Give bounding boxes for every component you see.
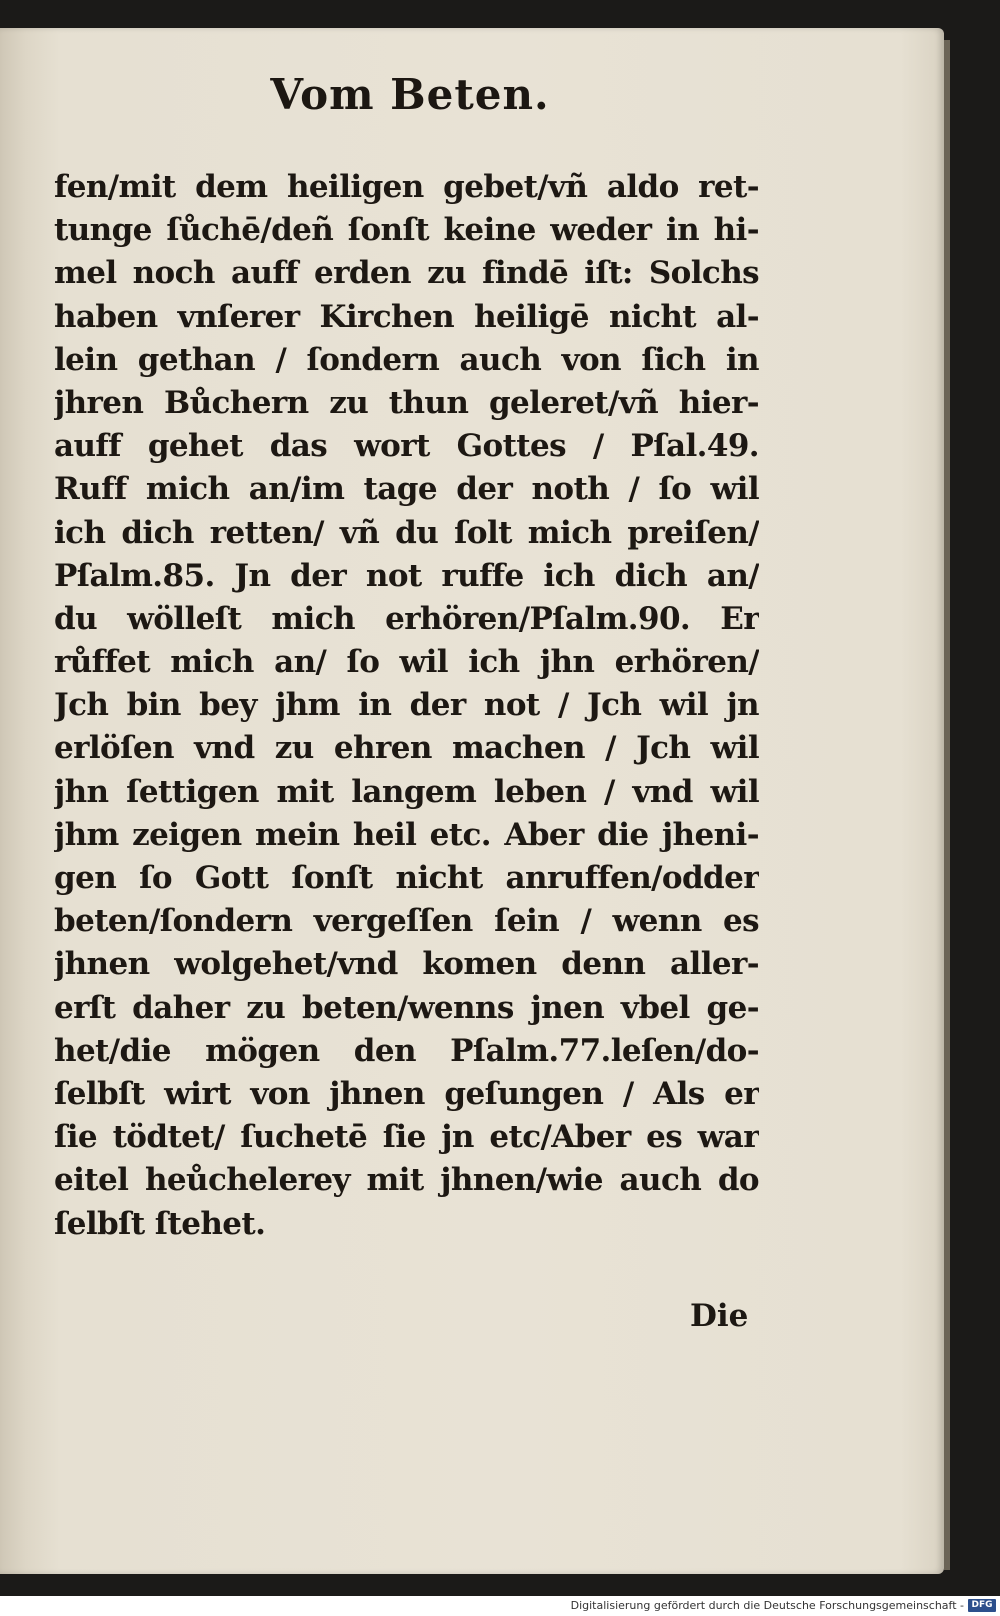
text-line: het/die mögen den Pſalm.77.leſen/do- [54,1032,759,1069]
text-line: mel noch auff erden zu findē iſt: Solchs [54,255,759,292]
text-line: ich dich retten/ vñ du ſolt mich preiſen/ [54,514,759,551]
text-line: ſelbſt wirt von jhnen geſungen / Als er [54,1075,759,1112]
dfg-logo: DFG [968,1599,996,1612]
text-line: eitel heůchelerey mit jhnen/wie auch do [54,1162,759,1199]
running-head: Vom Beten. [270,70,550,119]
book-page [0,28,944,1574]
text-line: jhm zeigen mein heil etc. Aber die jheni- [54,816,759,853]
text-line: ſelbſt ſtehet. [54,1205,266,1242]
text-line: fen/mit dem heiligen gebet/vñ aldo ret- [54,169,759,205]
text-line: erſt daher zu beten/wenns jnen vbel ge- [54,989,759,1026]
text-line: jhnen wolgehet/vnd komen denn aller- [54,946,759,983]
text-line: jhn ſettigen mit langem leben / vnd wil [54,773,759,810]
text-line: lein gethan / ſondern auch von ſich in [54,341,759,378]
text-line: erlöſen vnd zu ehren machen / Jch wil [54,730,759,767]
page-fore-edge [944,40,950,1570]
text-line: jhren Bůchern zu thun geleret/vñ hier- [54,384,759,421]
body-text [54,166,759,1246]
funding-credit: Digitalisierung gefördert durch die Deutsche Forschungsgemeinschaft - [570,1599,964,1612]
text-line: ſie tödtet/ ſuchetē ſie jn etc/Aber es war [54,1119,759,1156]
text-line: du wölleſt mich erhören/Pſalm.90. Er [54,600,759,637]
text-line: haben vnſerer Kirchen heiligē nicht al- [54,298,759,335]
text-line: Jch bin bey jhm in der not / Jch wil jn [54,687,759,724]
text-line: růffet mich an/ ſo wil ich jhn erhören/ [54,644,759,681]
text-line: tunge ſůchē/deñ ſonſt keine weder in hi- [54,212,759,249]
catchword: Die [690,1298,749,1334]
text-line: beten/ſondern vergeſſen ſein / wenn es [54,903,759,940]
text-line: auff gehet das wort Gottes / Pſal.49. [54,428,759,465]
text-line: Pſalm.85. Jn der not ruffe ich dich an/ [54,557,759,594]
text-line: gen ſo Gott ſonſt nicht anruffen/odder [54,860,759,896]
text-line: Ruff mich an/im tage der noth / ſo wil [54,471,759,508]
